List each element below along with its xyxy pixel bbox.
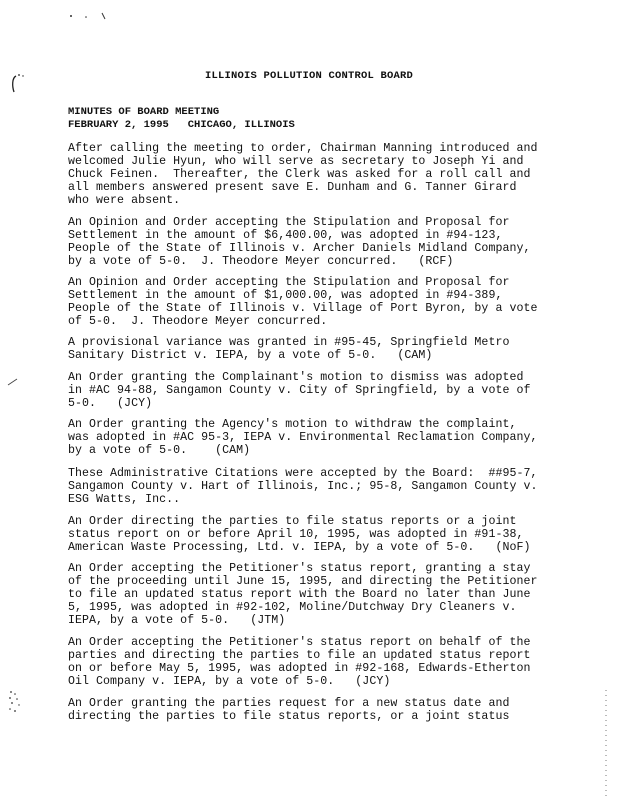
- text-line: An Order granting the Complainant's motion to dismiss was adopted: [68, 371, 524, 384]
- minutes-heading-block: [68, 106, 295, 132]
- text-line: who were absent.: [68, 194, 181, 208]
- text-line: to file an updated status report with the Board no later than June: [68, 588, 531, 602]
- paragraph-environmental-reclamation: [68, 418, 548, 457]
- text-line: in #AC 94-88, Sangamon County v. City of Springfield, by a vote of: [68, 384, 531, 398]
- paragraph-new-status-date: [68, 697, 548, 723]
- text-line: American Waste Processing, Ltd. v. IEPA, by a vote of 5-0. (NoF): [68, 541, 531, 555]
- paragraph-sangamon-springfield: [68, 371, 548, 410]
- paragraph-port-byron: [68, 276, 548, 328]
- paragraph-moline-dutchway: [68, 562, 548, 627]
- paragraph-administrative-citations: [68, 467, 548, 506]
- text-line: 5-0. (JCY): [68, 397, 153, 411]
- text-line: directing the parties to file status reports, or a joint status: [68, 710, 510, 724]
- text-line: IEPA, by a vote of 5-0. (JTM): [68, 614, 286, 628]
- paragraph-edwards-etherton: [68, 636, 548, 688]
- board-title: ILLINOIS POLLUTION CONTROL BOARD: [204, 70, 414, 82]
- text-line: ESG Watts, Inc..: [68, 493, 181, 507]
- paragraph-american-waste: [68, 515, 548, 554]
- text-line: A provisional variance was granted in #95-45, Springfield Metro: [68, 336, 510, 349]
- text-line: by a vote of 5-0. J. Theodore Meyer concurred. (RCF): [68, 255, 454, 269]
- text-line: People of the State of Illinois v. Archer Daniels Midland Company,: [68, 242, 531, 256]
- text-line: Sanitary District v. IEPA, by a vote of 5-0. (CAM): [68, 349, 433, 363]
- text-line: An Order accepting the Petitioner's status report, granting a stay: [68, 562, 531, 575]
- paragraph-opening: [68, 142, 548, 207]
- text-line: Oil Company v. IEPA, by a vote of 5-0. (JCY): [68, 675, 391, 689]
- text-line: by a vote of 5-0. (CAM): [68, 444, 251, 458]
- text-line: Sangamon County v. Hart of Illinois, Inc.; 95-8, Sangamon County v.: [68, 480, 538, 494]
- text-line: An Opinion and Order accepting the Stipulation and Proposal for: [68, 276, 510, 289]
- text-line: of the proceeding until June 15, 1995, and directing the Petitioner: [68, 575, 538, 589]
- text-line: 5, 1995, was adopted in #92-102, Moline/Dutchway Dry Cleaners v.: [68, 601, 517, 615]
- scan-tick-mark: [6, 376, 20, 388]
- text-line: of 5-0. J. Theodore Meyer concurred.: [68, 315, 328, 329]
- paragraph-archer-daniels: [68, 216, 548, 268]
- text-line: Settlement in the amount of $1,000.00, was adopted in #94-389,: [68, 289, 503, 303]
- scan-edge-dots: [603, 690, 609, 800]
- text-line: People of the State of Illinois v. Village of Port Byron, by a vote: [68, 302, 538, 316]
- text-line: An Order directing the parties to file status reports or a joint: [68, 515, 517, 528]
- text-line: Settlement in the amount of $6,400.00, was adopted in #94-123,: [68, 229, 503, 243]
- minutes-heading: MINUTES OF BOARD MEETING: [68, 106, 220, 118]
- text-line: on or before May 5, 1995, was adopted in #92-168, Edwards-Etherton: [68, 662, 531, 676]
- paragraph-provisional-variance: [68, 336, 548, 362]
- text-line: An Order granting the Agency's motion to withdraw the complaint,: [68, 418, 517, 431]
- text-line: An Order granting the parties request for a new status date and: [68, 697, 510, 710]
- text-line: An Order accepting the Petitioner's status report on behalf of the: [68, 636, 531, 649]
- text-line: all members answered present save E. Dunham and G. Tanner Girard: [68, 181, 517, 195]
- text-line: An Opinion and Order accepting the Stipulation and Proposal for: [68, 216, 510, 229]
- text-line: was adopted in #AC 95-3, IEPA v. Environmental Reclamation Company,: [68, 431, 538, 445]
- text-line: status report on or before April 10, 1995, was adopted in #91-38,: [68, 528, 524, 542]
- text-line: These Administrative Citations were accepted by the Board: ##95-7,: [68, 467, 538, 480]
- text-line: parties and directing the parties to file an updated status report: [68, 649, 531, 663]
- text-line: Chuck Feinen. Thereafter, the Clerk was asked for a roll call and: [68, 168, 531, 182]
- scan-speck-top: [68, 10, 113, 22]
- meeting-date-line: FEBRUARY 2, 1995 CHICAGO, ILLINOIS: [68, 119, 295, 131]
- text-line: After calling the meeting to order, Chairman Manning introduced and: [68, 142, 538, 155]
- scan-dot-cluster: [6, 688, 26, 716]
- text-line: welcomed Julie Hyun, who will serve as secretary to Joseph Yi and: [68, 155, 524, 169]
